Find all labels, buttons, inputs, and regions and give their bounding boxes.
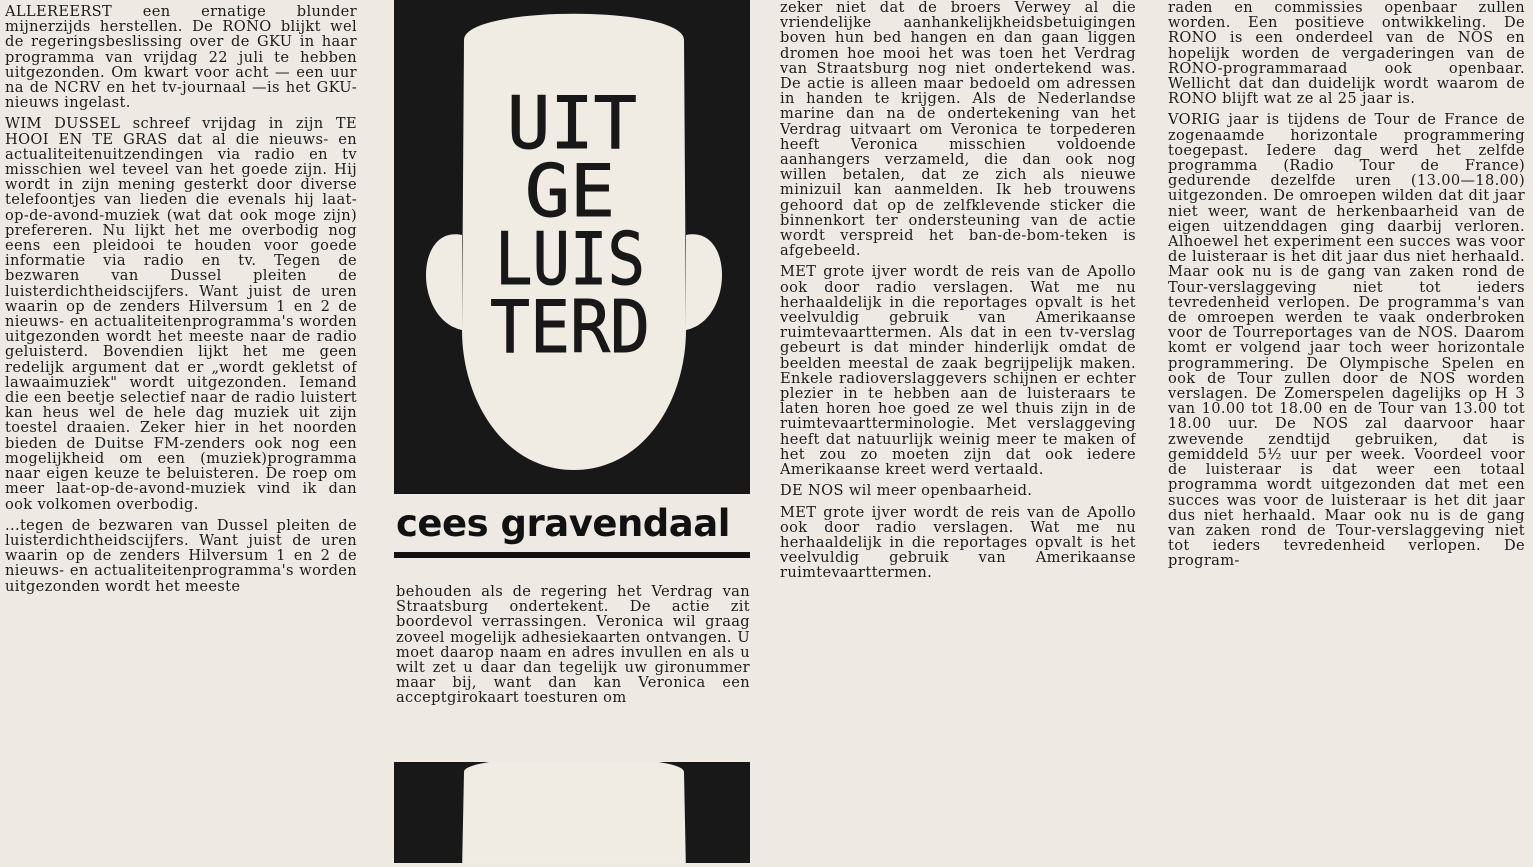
paragraph: behouden als de regering het Verdrag van Straatsburg ondertekent. De actie zit boordevol verrassingen. Veronica wil graag zoveel mogelijk adhesiekaarten ontvangen. U moet daarop naam en adres invullen en als u wilt zet u daar dan tegelijk uw gironummer maar bij, want dan kan Veronica een acceptgirokaart toesturen om [396,584,750,707]
author-name: cees gravendaal [396,502,730,545]
paragraph: ...tegen de bezwaren van Dussel pleiten de luisterdichtheidscijfers. Want juist de uren waarin op de zenders Hilversum 1 en 2 de nieuws- en actualiteitenprogramma's worden uitgezonden wordt het meeste [5,516,357,595]
logo-line-2: GE [525,149,615,233]
logo-line-3: LUIS [495,217,645,301]
head-silhouette-icon [394,762,750,863]
paragraph: VORIG jaar is tijdens de Tour de France de zogenaamde horizontale programmering toegepast. Iedere dag werd het zelfde programma (Radio Tour de France) gedurende dezelfde uren (13.00—18.00) uitgezonden. De omroepen wilden dat dit jaar niet weer, want de herkenbaarheid van de eigen uitzenddagen ging daarbij verloren. Alhoewel het experiment een succes was voor de luisteraar is het dit jaar dus niet herhaald. Maar ook nu is de gang van zaken rond de Tour-verslaggeving niet tot ieders tevredenheid verlopen. De programma's van de omroepen werden te vaak onderbroken voor de Tourreportages van de NOS. Daarom komt er volgend jaar toch weer horizontale programmering. De Olympische Spelen en ook de Tour zullen door de NOS worden verslagen. De Zomerspelen dagelijks op H 3 van 10.00 tot 18.00 en de Tour van 13.00 tot 18.00 uur. De NOS zal daarvoor haar zwevende zendtijd gebruiken, dat is gemiddeld 5½ uur per week. Voordeel voor de luisteraar is dat weer een totaal programma wordt uitgezonden dat met een succes was voor de luisteraar is het dit jaar dus niet herhaald. Maar ook nu is de gang van zaken rond de Tour-verslaggeving niet tot ieders tevredenheid verlopen. De program- [1168,111,1525,570]
column-4 [1168,0,1525,863]
paragraph: ALLEREERST een ernatige blunder mijnerzijds herstellen. De RONO blijkt wel de regeringsbeslissing over de GKU in haar programma van vrijdag 22 juli te hebben uitgezonden. Om kwart voor acht — een uur na de NCRV en het tv-journaal —is het GKU-nieuws ingelast. [5,4,357,112]
column-1 [5,4,357,867]
logo-line-4: TERD [490,285,650,369]
paragraph: raden en commissies openbaar zullen worden. Een positieve ontwikkeling. De RONO is een onderdeel van de NOS en hopelijk worden de vergaderingen van de RONO-programmaraad ook openbaar. Wellicht dat dan duidelijk wordt waarom de RONO blijft wat ze al 25 jaar is. [1168,0,1525,108]
column-3 [780,0,1136,863]
divider [394,552,750,558]
paragraph: MET grote ijver wordt de reis van de Apollo ook door radio verslagen. Wat me nu herhaaldelijk in die reportages opvalt is het veelvuldig gebruik van Amerikaanse ruimtevaarttermen. Als dat in een tv-verslag gebeurt is dat minder hinderlijk omdat de beelden meestal de zaak begrijpelijk maken. Enkele radioverslaggevers schijnen er echter plezier in te hebben aan de luisteraars te laten horen hoe goed ze wel thuis zijn in de ruimtevaartterminologie. Met verslaggeving heeft dat natuurlijk weinig meer te maken of het zou zo moeten zijn dat ook iedere Amerikaanse kreet werd vertaald. [780,263,1136,479]
column-2-text [396,584,750,754]
paragraph: DE NOS wil meer openbaarheid. [780,482,1033,500]
logo-line-1: UIT [507,81,637,165]
column-logo [394,0,750,494]
head-silhouette-icon [394,0,750,494]
logo-repeat [394,762,750,863]
paragraph: zeker niet dat de broers Verwey al die vriendelijke aanhankelijkheidsbetuigingen boven hun bed hangen en dan gaan liggen dromen hoe mooi het was toen het Verdrag van Straatsburg nog niet ondertekend was. De actie is alleen maar bedoeld om adressen in handen te krijgen. Als de Nederlandse marine dan na de ondertekening van het Verdrag uitvaart om Veronica te torpederen heeft Veronica misschien voldoende aanhangers verzameld, die dan ook nog willen betalen, dat ze zich als nieuwe minizuil kan aanmelden. Ik heb trouwens gehoord dat op de zelfklevende sticker die binnenkort ter ondersteuning van de actie wordt verspreid het ban-de-bom-teken is afgebeeld. [780,0,1136,260]
paragraph: WIM DUSSEL schreef vrijdag in zijn TE HOOI EN TE GRAS dat al die nieuws- en actualiteitenuitzendingen via radio en tv misschien wel teveel van het goede zijn. Hij wordt in zijn mening gesterkt door diverse telefoontjes van lieden die evenals hij laat-op-de-avond-muziek (wat dat ook moge zijn) prefereren. Nu lijkt het me overbodig nog eens een pleidooi te houden voor goede informatie via radio en tv. Tegen de bezwaren van Dussel pleiten de luisterdichtheidscijfers. Want juist de uren waarin op de zenders Hilversum 1 en 2 de nieuws- en actualiteitenprogramma's worden uitgezonden wordt het meeste naar de radio geluisterd. Bovendien lijkt het me geen redelijk argument dat er „wordt gekletst of lawaaimuziek" wordt uitgezonden. Iemand die een beetje selectief naar de radio luistert kan heus wel de hele dag muziek uit zijn toestel draaien. Zeker hier in het noorden bieden de Duitse FM-zenders ook nog een mogelijkheid om een (muziek)programma naar eigen keuze te beluisteren. De roep om meer laat-op-de-avond-muziek vind ik dan ook volkomen overbodig. [5,115,357,513]
paragraph: MET grote ijver wordt de reis van de Apollo ook door radio verslagen. Wat me nu herhaaldelijk in die reportages opvalt is het veelvuldig gebruik van Amerikaanse ruimtevaarttermen. [780,503,1136,582]
